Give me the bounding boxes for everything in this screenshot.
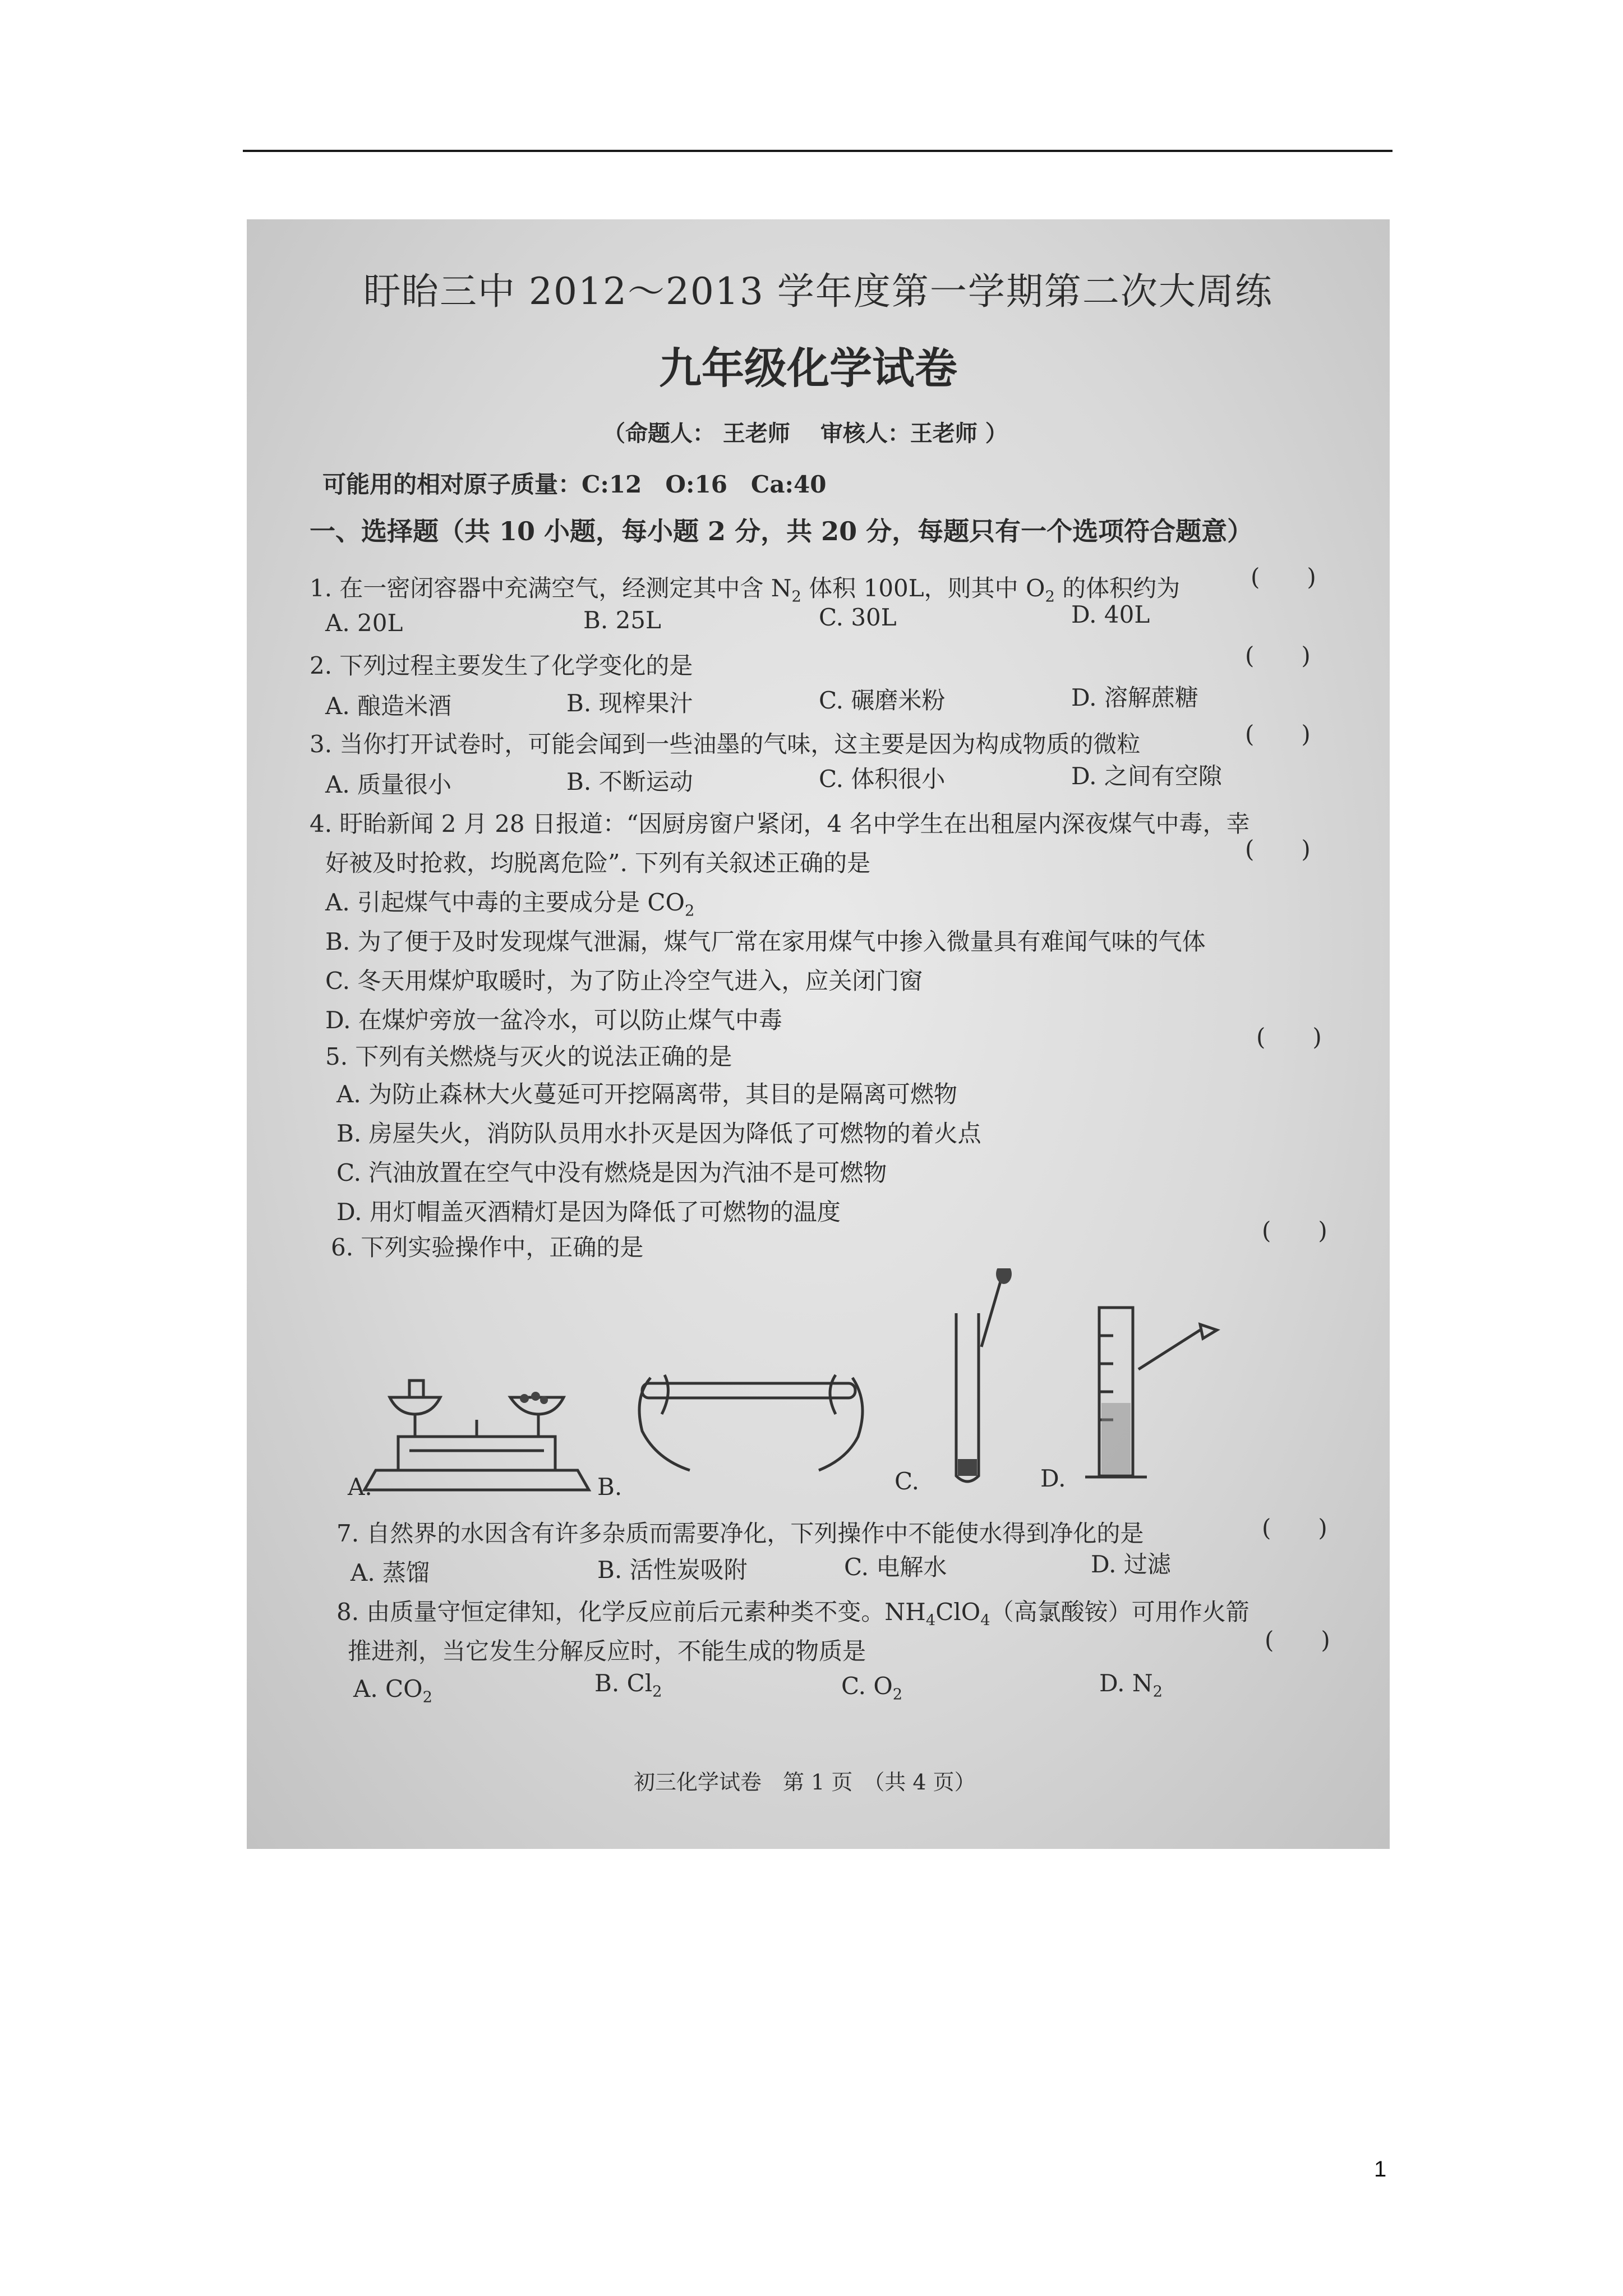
q4-option-c: C. 冬天用煤炉取暖时，为了防止冷空气进入，应关闭门窗: [325, 967, 923, 995]
test-tube-figure: [956, 1268, 1012, 1481]
atomic-masses: 可能用的相对原子质量：C:12 O:16 Ca:40: [322, 471, 827, 498]
answer-blank-3: ( ): [1245, 720, 1311, 748]
answer-blank-7: ( ): [1262, 1514, 1327, 1542]
question-2: 2. 下列过程主要发生了化学变化的是: [310, 652, 693, 679]
q2-option-a: A. 酿造米酒: [325, 692, 452, 720]
cylinder-figure: [1085, 1308, 1217, 1477]
question-7: 7. 自然界的水因含有许多杂质而需要净化，下列操作中不能使水得到净化的是: [336, 1520, 1144, 1547]
q1-option-d: D. 40L: [1071, 601, 1150, 628]
q3-option-c: C. 体积很小: [819, 765, 946, 793]
q6-option-a: A.: [348, 1473, 372, 1501]
q6-option-b: B.: [597, 1473, 623, 1501]
q1-option-a: A. 20L: [325, 609, 403, 637]
q5-option-a: A. 为防止森林大火蔓延可开挖隔离带，其目的是隔离可燃物: [336, 1080, 958, 1108]
q3-option-b: B. 不断运动: [566, 768, 693, 795]
q7-option-a: A. 蒸馏: [351, 1559, 430, 1586]
q7-option-c: C. 电解水: [844, 1553, 947, 1581]
question-4-line1: 4. 盱眙新闻 2 月 28 日报道：“因厨房窗户紧闭，4 名中学生在出租屋内深夜煤气中毒，幸: [310, 810, 1250, 838]
exam-authors: （命题人： 王老师 审核人：王老师 ）: [603, 420, 1008, 447]
answer-blank-6: ( ): [1262, 1217, 1327, 1244]
q8-option-c: C. $O_2$: [841, 1672, 903, 1704]
exam-photo: [247, 219, 1390, 1849]
question-3: 3. 当你打开试卷时，可能会闻到一些油墨的气味，这主要是因为构成物质的微粒: [310, 730, 1141, 758]
q2-option-d: D. 溶解蔗糖: [1071, 684, 1198, 711]
question-8-line1: 8. 由质量守恒定律知，化学反应前后元素种类不变。$NH_4ClO_4$（高氯酸铵）可用作火箭: [336, 1598, 1249, 1630]
q5-option-d: D. 用灯帽盖灭酒精灯是因为降低了可燃物的温度: [336, 1198, 841, 1226]
answer-blank-1: ( ): [1251, 563, 1316, 591]
balance-figure: [365, 1381, 589, 1490]
exam-title: 盱眙三中 2012～2013 学年度第一学期第二次大周练: [363, 270, 1273, 313]
hands-tube-figure: [639, 1375, 863, 1470]
q1-option-b: B. 25L: [583, 606, 661, 634]
q5-option-b: B. 房屋失火，消防队员用水扑灭是因为降低了可燃物的着火点: [336, 1120, 981, 1147]
q6-option-c: C.: [895, 1467, 919, 1495]
exam-subtitle: 九年级化学试卷: [659, 343, 957, 393]
q7-option-d: D. 过滤: [1091, 1550, 1171, 1578]
section-heading: 一、选择题（共 10 小题，每小题 2 分，共 20 分，每题只有一个选项符合题意）: [310, 516, 1253, 546]
q8-option-b: B. $Cl_2$: [594, 1669, 662, 1701]
q6-option-d: D.: [1040, 1465, 1066, 1492]
q4-option-d: D. 在煤炉旁放一盆冷水，可以防止煤气中毒: [325, 1006, 782, 1034]
answer-blank-8: ( ): [1265, 1626, 1330, 1654]
q2-option-c: C. 碾磨米粉: [819, 687, 946, 714]
q3-option-a: A. 质量很小: [325, 771, 452, 798]
q1-option-c: C. 30L: [819, 604, 897, 631]
answer-blank-2: ( ): [1245, 642, 1311, 669]
question-8-line2: 推进剂，当它发生分解反应时，不能生成的物质是: [348, 1637, 866, 1665]
question-6: 6. 下列实验操作中，正确的是: [331, 1234, 644, 1261]
q2-option-b: B. 现榨果汁: [566, 689, 693, 717]
question-5: 5. 下列有关燃烧与灭火的说法正确的是: [325, 1043, 732, 1070]
q8-option-a: A. $CO_2$: [353, 1675, 432, 1706]
q3-option-d: D. 之间有空隙: [1071, 762, 1222, 790]
q8-option-d: D. $N_2$: [1099, 1669, 1163, 1701]
page-footer: 初三化学试卷 第 1 页 （共 4 页）: [634, 1770, 976, 1795]
answer-blank-5: ( ): [1256, 1023, 1322, 1051]
header-rule: [243, 150, 1393, 152]
question-4-line2: 好被及时抢救，均脱离危险”. 下列有关叙述正确的是: [325, 849, 871, 877]
page-number: 1: [1374, 2157, 1387, 2182]
q4-option-b: B. 为了便于及时发现煤气泄漏，煤气厂常在家用煤气中掺入微量具有难闻气味的气体: [325, 928, 1206, 955]
question-1: 1. 在一密闭容器中充满空气，经测定其中含 $N_2$ 体积 100L，则其中 $O_2$ 的体积约为: [310, 574, 1181, 606]
q4-option-a: A. 引起煤气中毒的主要成分是 $CO_2$: [325, 889, 695, 920]
experiment-figures: [247, 1268, 1390, 1504]
answer-blank-4: ( ): [1245, 835, 1311, 863]
q5-option-c: C. 汽油放置在空气中没有燃烧是因为汽油不是可燃物: [336, 1159, 887, 1186]
q7-option-b: B. 活性炭吸附: [597, 1556, 748, 1584]
